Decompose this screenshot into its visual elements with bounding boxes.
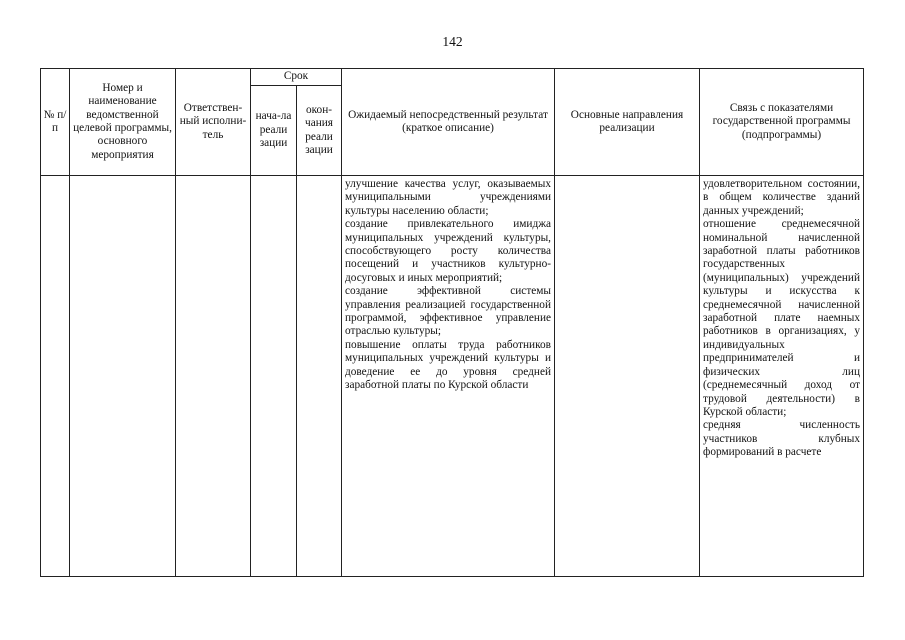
header-indicators: Связь с показателями государственной программы (подпрограммы): [700, 69, 864, 176]
header-directions: Основные направления реализации: [555, 69, 700, 176]
header-program: Номер и наименование ведомственной целевой программы, основного мероприятия: [70, 69, 176, 176]
result-item: создание привлекательного имиджа муниципальных учреждений культуры, способствующего росту количества посещений и участников культурно-досуговых и иных мероприятий;: [345, 218, 552, 284]
result-item: повышение оплаты труда работников муниципальных учреждений культуры и доведение ее до уровня средней заработной платы по Курской области: [345, 338, 552, 392]
cell-result: [342, 176, 555, 577]
program-table: [40, 68, 864, 577]
cell-directions: [555, 176, 700, 577]
cell-term-end: [297, 176, 342, 577]
indicator-item: средняя численность участников клубных формирований в расчете: [703, 419, 861, 459]
result-item: создание эффективной системы управления реализацией государственной программой, эффективное управление отраслью культуры;: [345, 285, 552, 338]
page-number: 142: [442, 34, 463, 49]
cell-indicators: [700, 176, 864, 577]
cell-executor: [176, 176, 251, 577]
header-term: Срок: [251, 69, 342, 86]
cell-program: [70, 176, 176, 577]
indicator-item: удовлетворительном состоянии, в общем количестве зданий данных учреждений;: [703, 178, 861, 217]
header-term-start: нача-ла реали зации: [251, 86, 297, 176]
header-row-1: [41, 69, 864, 86]
indicator-item: отношение среднемесячной номинальной начисленной заработной платы работников государственных (муниципальных) учреждений культуры и искусства к среднемесячной начисленной заработной плате наемных работников в организациях, у индивидуальных предпринимателей и физических лиц (среднемесячный доход от трудовой деятельности) в Курской области;: [703, 218, 861, 418]
header-executor: Ответствен-ный исполни-тель: [176, 69, 251, 176]
header-result: Ожидаемый непосредственный результат (краткое описание): [342, 69, 555, 176]
table-row: [41, 176, 864, 577]
result-item: улучшение качества услуг, оказываемых муниципальными учреждениями культуры населению области;: [345, 178, 552, 217]
header-term-end: окон-чания реали зации: [297, 86, 342, 176]
header-num: № п/п: [41, 69, 70, 176]
cell-num: [41, 176, 70, 577]
cell-term-start: [251, 176, 297, 577]
